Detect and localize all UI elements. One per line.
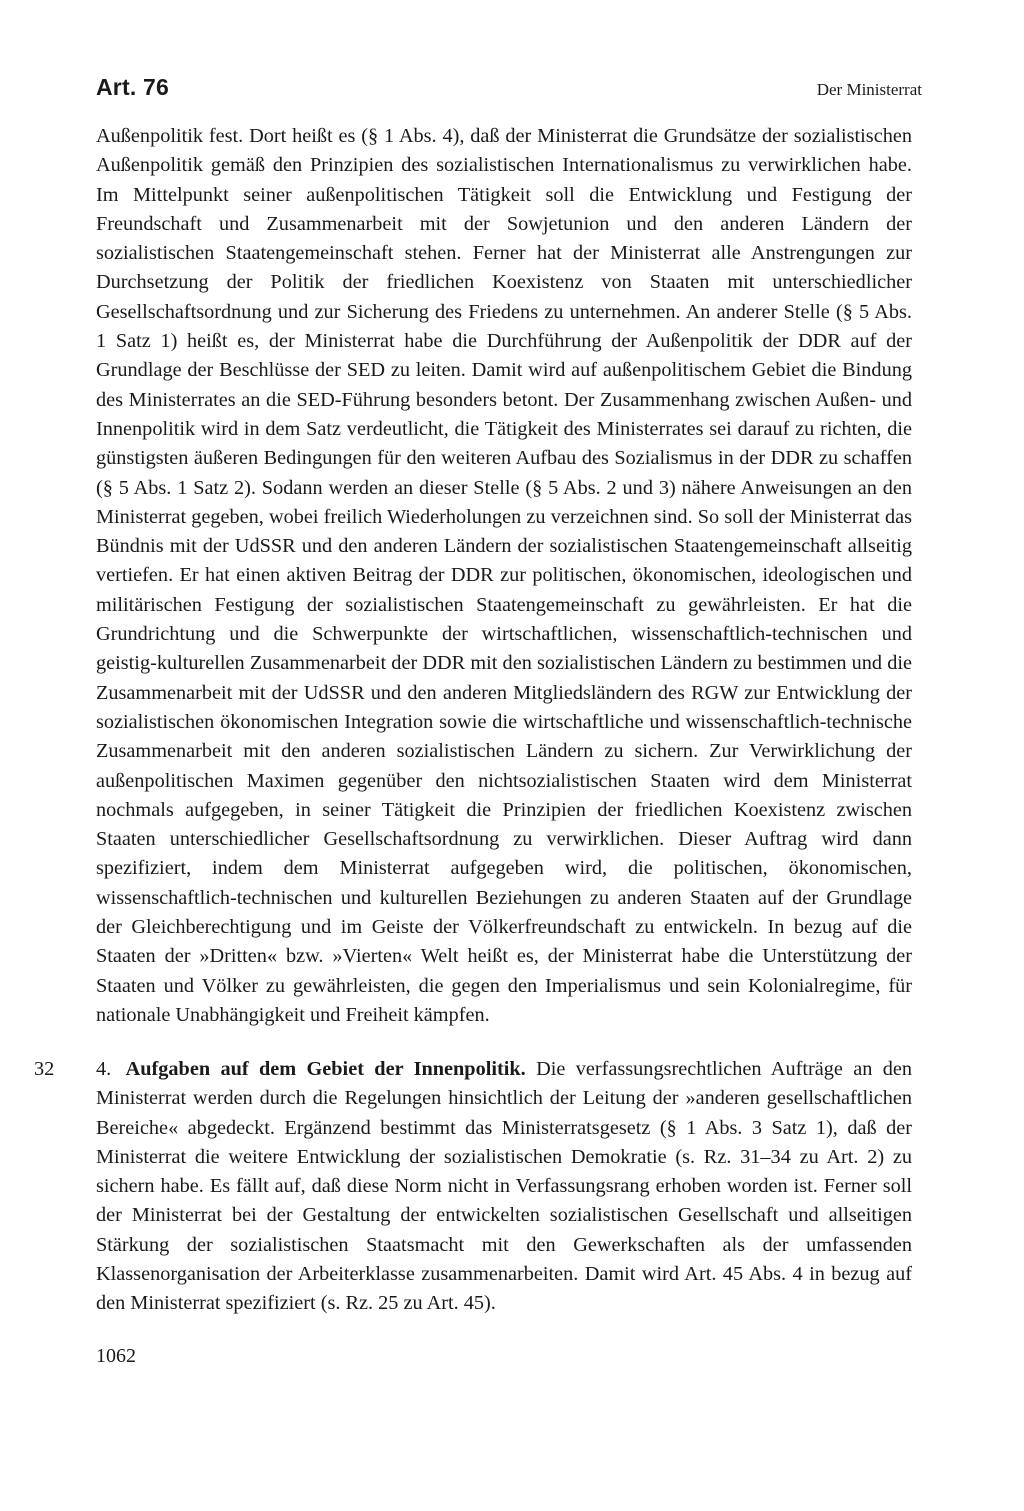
section-heading: Aufgaben auf dem Gebiet der Innenpolitik. [125, 1058, 526, 1080]
page-number: 1062 [96, 1345, 136, 1367]
body-paragraph-foreign-policy: Außenpolitik fest. Dort heißt es (§ 1 Abs. 4), daß der Ministerrat die Grundsätze der sozialistischen Außenpolitik gemäß den Prinzipien des sozialistischen Internationalismus zu verwirklichen habe. Im Mittelpunkt seiner außenpolitischen Tätigkeit soll die Entwicklung und Festigung der Freundschaft und Zusammenarbeit mit der Sowjetunion und den anderen Ländern der sozialistischen Staatengemeinschaft stehen. Ferner hat der Ministerrat alle Anstrengungen zur Durchsetzung der Politik der friedlichen Koexistenz von Staaten mit unterschiedlicher Gesellschaftsordnung und zur Sicherung des Friedens zu unternehmen. An anderer Stelle (§ 5 Abs. 1 Satz 1) heißt es, der Ministerrat habe die Durchführung der Außenpolitik der DDR auf der Grundlage der Beschlüsse der SED zu leiten. Damit wird auf außenpolitischem Gebiet die Bindung des Ministerrates an die SED-Führung besonders betont. Der Zusammenhang zwischen Außen- und Innenpolitik wird in dem Satz verdeutlicht, die Tätigkeit des Ministerrates sei darauf zu richten, die günstigsten äußeren Bedingungen für den weiteren Aufbau des Sozialismus in der DDR zu schaffen (§ 5 Abs. 1 Satz 2). Sodann werden an dieser Stelle (§ 5 Abs. 2 und 3) nähere Anweisungen an den Ministerrat gegeben, wobei freilich Wiederholungen zu verzeichnen sind. So soll der Ministerrat das Bündnis mit der UdSSR und den anderen Ländern der sozialistischen Staatengemeinschaft allseitig vertiefen. Er hat einen aktiven Beitrag der DDR zur politischen, ökonomischen, ideologischen und militärischen Festigung der sozialistischen Staatengemeinschaft zu gewährleisten. Er hat die Grundrichtung und die Schwerpunkte der wirtschaftlichen, wissenschaftlich-technischen und geistig-kulturellen Zusammenarbeit der DDR mit den sozialistischen Ländern zu bestimmen und die Zusammenarbeit mit der UdSSR und den anderen Mitgliedsländern des RGW zur Entwicklung der sozialistischen ökonomischen Integration sowie die wirtschaftliche und wissenschaftlich-technische Zusammenarbeit mit den anderen sozialistischen Ländern zu sichern. Zur Verwirklichung der außenpolitischen Maximen gegenüber den nichtsozialistischen Staaten wird dem Ministerrat nochmals aufgegeben, in seiner Tätigkeit die Prinzipien der friedlichen Koexistenz zwischen Staaten unterschiedlicher Gesellschaftsordnung zu verwirklichen. Dieser Auftrag wird dann spezifiziert, indem dem Ministerrat aufgegeben wird, die politischen, ökonomischen, wissenschaftlich-technischen und kulturellen Beziehungen zu anderen Staaten auf der Grundlage der Gleichberechtigung und im Geiste der Völkerfreundschaft zu entwickeln. In bezug auf die Staaten der »Dritten« bzw. »Vierten« Welt heißt es, der Ministerrat habe die Unterstützung der Staaten und Völker zu gewährleisten, die gegen den Imperialismus und sein Kolonialregime, für nationale Unabhängigkeit und Freiheit kämpfen. [96, 125, 912, 1026]
running-header-section: Der Ministerrat [816, 80, 922, 99]
section-number: 4. [96, 1058, 112, 1080]
section-body-text: Die verfassungsrechtlichen Aufträge an den Ministerrat werden durch die Regelungen hinsichtlich der Leitung der »anderen gesellschaftlichen Bereiche« abgedeckt. Ergänzend bestimmt das Ministerratsgesetz (§ 1 Abs. 3 Satz 1), daß der Ministerrat die weitere Entwicklung der sozialistischen Demokratie (s. Rz. 31–34 zu Art. 2) zu sichern habe. Es fällt auf, daß diese Norm nicht in Verfassungsrang erhoben worden ist. Ferner soll der Ministerrat bei der Gestaltung der entwickelten sozialistischen Gesellschaft und allseitigen Stärkung der sozialistischen Staatsmacht mit den Gewerkschaften als der umfassenden Klassenorganisation der Arbeiterklasse zusammenarbeiten. Damit wird Art. 45 Abs. 4 in bezug auf den Ministerrat spezifiziert (s. Rz. 25 zu Art. 45). [96, 1058, 912, 1315]
article-heading: Art. 76 [96, 74, 169, 100]
margin-number: 32 [34, 1058, 55, 1080]
body-paragraph-domestic-policy [96, 1055, 912, 1319]
